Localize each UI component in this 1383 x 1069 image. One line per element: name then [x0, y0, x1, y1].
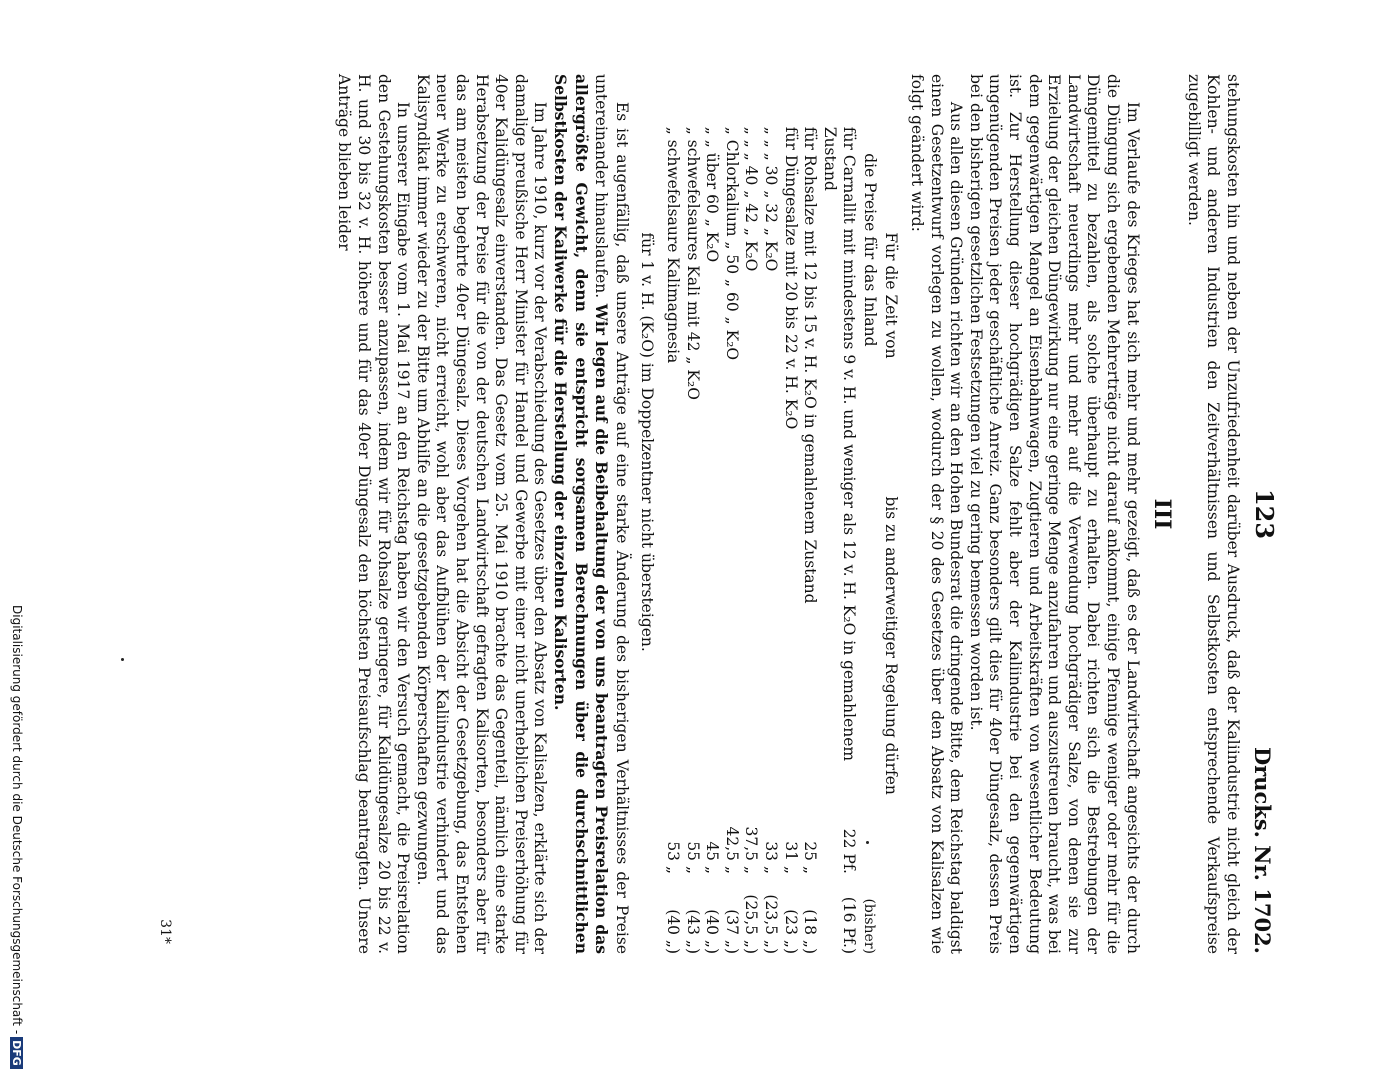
table-subheader — [858, 74, 879, 954]
page-number: 123 — [1250, 488, 1279, 540]
digitization-credit — [4, 605, 24, 1066]
paragraph-4: Im Jahre 1910, kurz vor der Verabschiedung des Gesetzes über den Absatz von Kalisalzen, erklärte sich der damalige preußische Herr Minister für Handel und Gewerbe mit einer nicht unerheblichen Preiserhöhung für 40er Kalidüngesalz einverstanden. Das Gesetz vom 25. Mai 1910 brachte das Gegenteil, nämlich eine starke Herabsetzung der Preise für die von der deutschen Landwirtschaft gefragten Kalisorten, besonders aber für das am meisten begehrte 40er Düngesalz. Dieses Vorgehen hat die Absicht der Gesetzgebung, das Entstehen neuer Werke zu erschweren, nicht erreicht, wohl aber das Aufblühen der Kaliindustrie verhindert und das Kalisyndikat immer wieder zu der Bitte um Abhilfe an die gesetzgebenden Körperschaften gezwungen. — [413, 74, 550, 954]
paragraph-2: Aus allen diesen Gründen richten wir an den Hohen Bundesrat die dringende Bitte, dem Reichstag baldigst einen Gesetzentwurf vorlegen zu wollen, wodurch der § 20 des Gesetzes über den Absatz von Kalisalzen wie folgt geändert wird: — [908, 74, 966, 954]
table-head-mid: bis zu anderweitiger Regelung dürfen — [882, 496, 901, 795]
section-numeral: III — [1149, 498, 1176, 530]
speck — [866, 841, 869, 844]
table-row: „ schwefelsaure Kalimagnesia 53 „ (40 „) — [663, 126, 682, 954]
speck — [121, 658, 124, 661]
table-row: für Düngesalze mit 20 bis 22 v. H. K₂O 31 „ (23 „) — [781, 126, 800, 954]
paragraph-3-emphasis: Wir legen auf die Beibehaltung der von uns beantragten Preisrelation das allergrößte Gewicht, denn sie entspricht sorgsamen Berechnungen über die durchschnittlichen Selbstkosten der Kaliwerke für die Herstellung der einzelnen Kalisorten. — [551, 74, 612, 955]
table-row: „ Chlorkalium „ 50 „ 60 „ K₂O 42,5 „ (37 „) — [722, 126, 741, 954]
table-closing: für 1 v. H. (K₂O) im Doppelzentner nicht übersteigen. — [638, 232, 657, 652]
table-head-sub: die Preise für das Inland — [860, 153, 879, 347]
paragraph-1: Im Verlaufe des Krieges hat sich mehr und mehr gezeigt, daß es der Landwirtschaft angesichts der durch die Düngung sich ergebenden Mehrerträge nicht darauf ankommt, einige Pfennige weniger oder mehr für die Düngemittel zu bezahlen, als solche überhaupt zu erhalten. Dabei richten sich die Bestrebungen der Landwirtschaft neuerdings mehr und mehr auf die Verwendung hochgrädiger Salze, von denen sie zur Erzielung der gleichen Düngewirkung nur eine geringe Menge anzufahren und auszustreuen braucht, was bei dem gegenwärtigen Mangel an Eisenbahnwagen, Zugtieren und Arbeitskräften von wesentlicher Bedeutung ist. Zur Herstellung dieser hochgrädigen Salze fehlt aber der Kaliindustrie bei den gegenwärtigen ungenügenden Preisen jeder geschäftliche Anreiz. Ganz besonders gilt dies für 40er Düngesalz, dessen Preis bei den bisherigen gesetzlichen Festsetzungen viel zu gering bemessen worden ist. — [966, 74, 1142, 954]
paragraph-5: In unserer Eingabe vom 1. Mai 1917 an den Reichstag haben wir den Versuch gemacht, die Preisrelation den Gestehungskosten besser anzupassen, indem wir für Rohsalze geringere, für Kalidüngesalze 20 bis 22 v. H. und 30 bis 32 v. H. höhere und für das 40er Düngesalz den höchsten Preisaufschlag beantragten. Unsere Anträge blieben leider — [335, 74, 413, 954]
table-row: „ „ „ 30 „ 32 „ K₂O 33 „ (23,5 „) — [761, 126, 780, 954]
price-table — [637, 74, 901, 954]
table-head-left: Für die Zeit von — [882, 232, 901, 359]
paragraph-3 — [549, 74, 630, 954]
page-header — [1242, 74, 1279, 954]
table-row: „ schwefelsaures Kali mit 42 „ K₂O 55 „ (43 „) — [683, 126, 702, 954]
table-row: „ „ „ 40 „ 42 „ K₂O 37,5 „ (25,5 „) — [742, 126, 761, 954]
digitization-text: Digitalisierung gefördert durch die Deutsche Forschungsgemeinschaft - — [10, 605, 24, 1035]
paragraph-3-text: Es ist augenfällig, daß unsere Anträge auf eine starke Änderung des bisherigen Verhältnisses der Preise untereinander hinauslaufen. — [592, 74, 631, 954]
table-row: für Carnallit mit mindestens 9 v. H. und weniger als 12 v. H. K₂O in gemahlenem Zustand 22 Pf. (16 Pf.) — [820, 126, 859, 954]
document-number: Drucks. Nr. 1702. — [1250, 746, 1275, 954]
dfg-logo: DFG — [10, 1037, 23, 1069]
signature-mark: 31* — [156, 919, 173, 944]
scanned-page — [145, 75, 1290, 955]
table-header — [881, 74, 901, 954]
table-row: für Rohsalze mit 12 bis 15 v. H. K₂O in gemahlenem Zustand 25 „ (18 „) — [801, 126, 820, 954]
document-page — [146, 74, 1279, 955]
table-head-bisher: (bisher) — [860, 898, 877, 954]
intro-paragraph: stehungskosten hin und neben der Unzufriedenheit darüber Ausdruck, daß der Kaliindustrie nicht gleich der Kohlen- und anderen Industrien den Zeitverhältnissen und Selbstkosten entsprechende Verkaufspreise zugebilligt werden. — [1184, 74, 1242, 954]
table-row: „ „ über 60 „ K₂O 45 „ (40 „) — [703, 126, 722, 954]
